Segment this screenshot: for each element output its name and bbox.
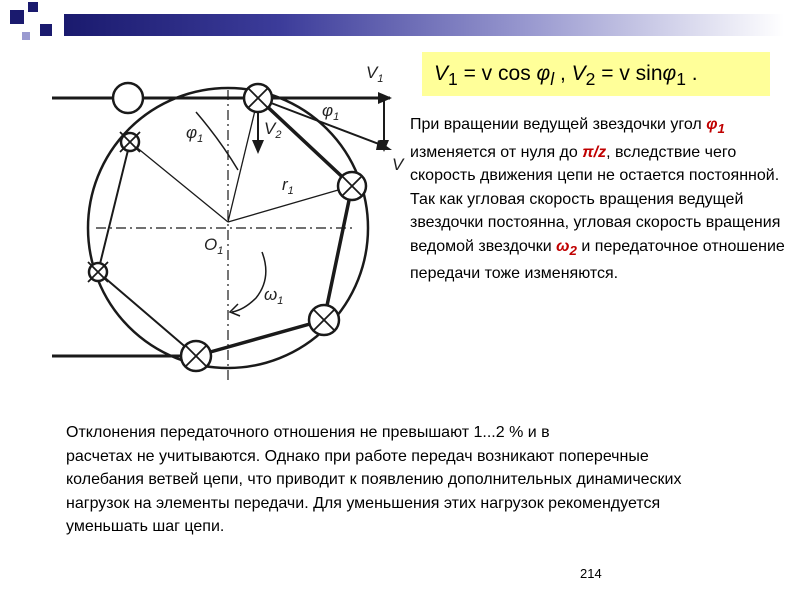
formula-box: $V_1 = v$ $\cos \varphi_l$ , $V_2 = v$ sinφ$_1$ . — [422, 52, 770, 96]
label-phi-right: $\varphi_1$ — [322, 101, 340, 123]
roller — [113, 83, 143, 113]
chain-links — [98, 142, 196, 356]
page-number: 214 — [580, 566, 602, 581]
label-phi-left: $\varphi_1$ — [186, 123, 204, 145]
label-v: V — [392, 155, 404, 174]
deviation-paragraph — [66, 421, 706, 539]
label-v1: $V_1$ — [366, 63, 384, 85]
label-o: $O_1$ — [204, 235, 224, 257]
arrowhead-v2 — [252, 140, 264, 154]
radius-line — [130, 142, 228, 222]
label-v2: $V_2$ — [264, 119, 282, 141]
rotation-arc — [232, 252, 266, 312]
label-r: $r_1$ — [282, 175, 294, 197]
deviation-first-line: Отклонения передаточного отношения не превышают 1...2 % и в — [66, 424, 550, 441]
label-omega: $\omega_1$ — [264, 285, 284, 307]
explanation-paragraph: При вращении ведущей звездочки угол $\varphi_1$ изменяется от нуля до π/z, вследствие чего скорость движения цепи не остается постоянной. Так как угловая скорость вращения ведущей звездочки постоянна, угловая скорость вращения ведомой звездочки $\omega_2$ и передаточное отношение передачи тоже изменяются. — [410, 116, 785, 283]
deviation-body: расчетах не учитываются. Однако при работе передач возникают поперечные колебания ветвей цепи, что приводит к появлению дополнительных динамических нагрузок на элементы передачи. Для уменьшения этих нагрузок рекомендуется уменьшать шаг цепи. — [66, 447, 682, 535]
